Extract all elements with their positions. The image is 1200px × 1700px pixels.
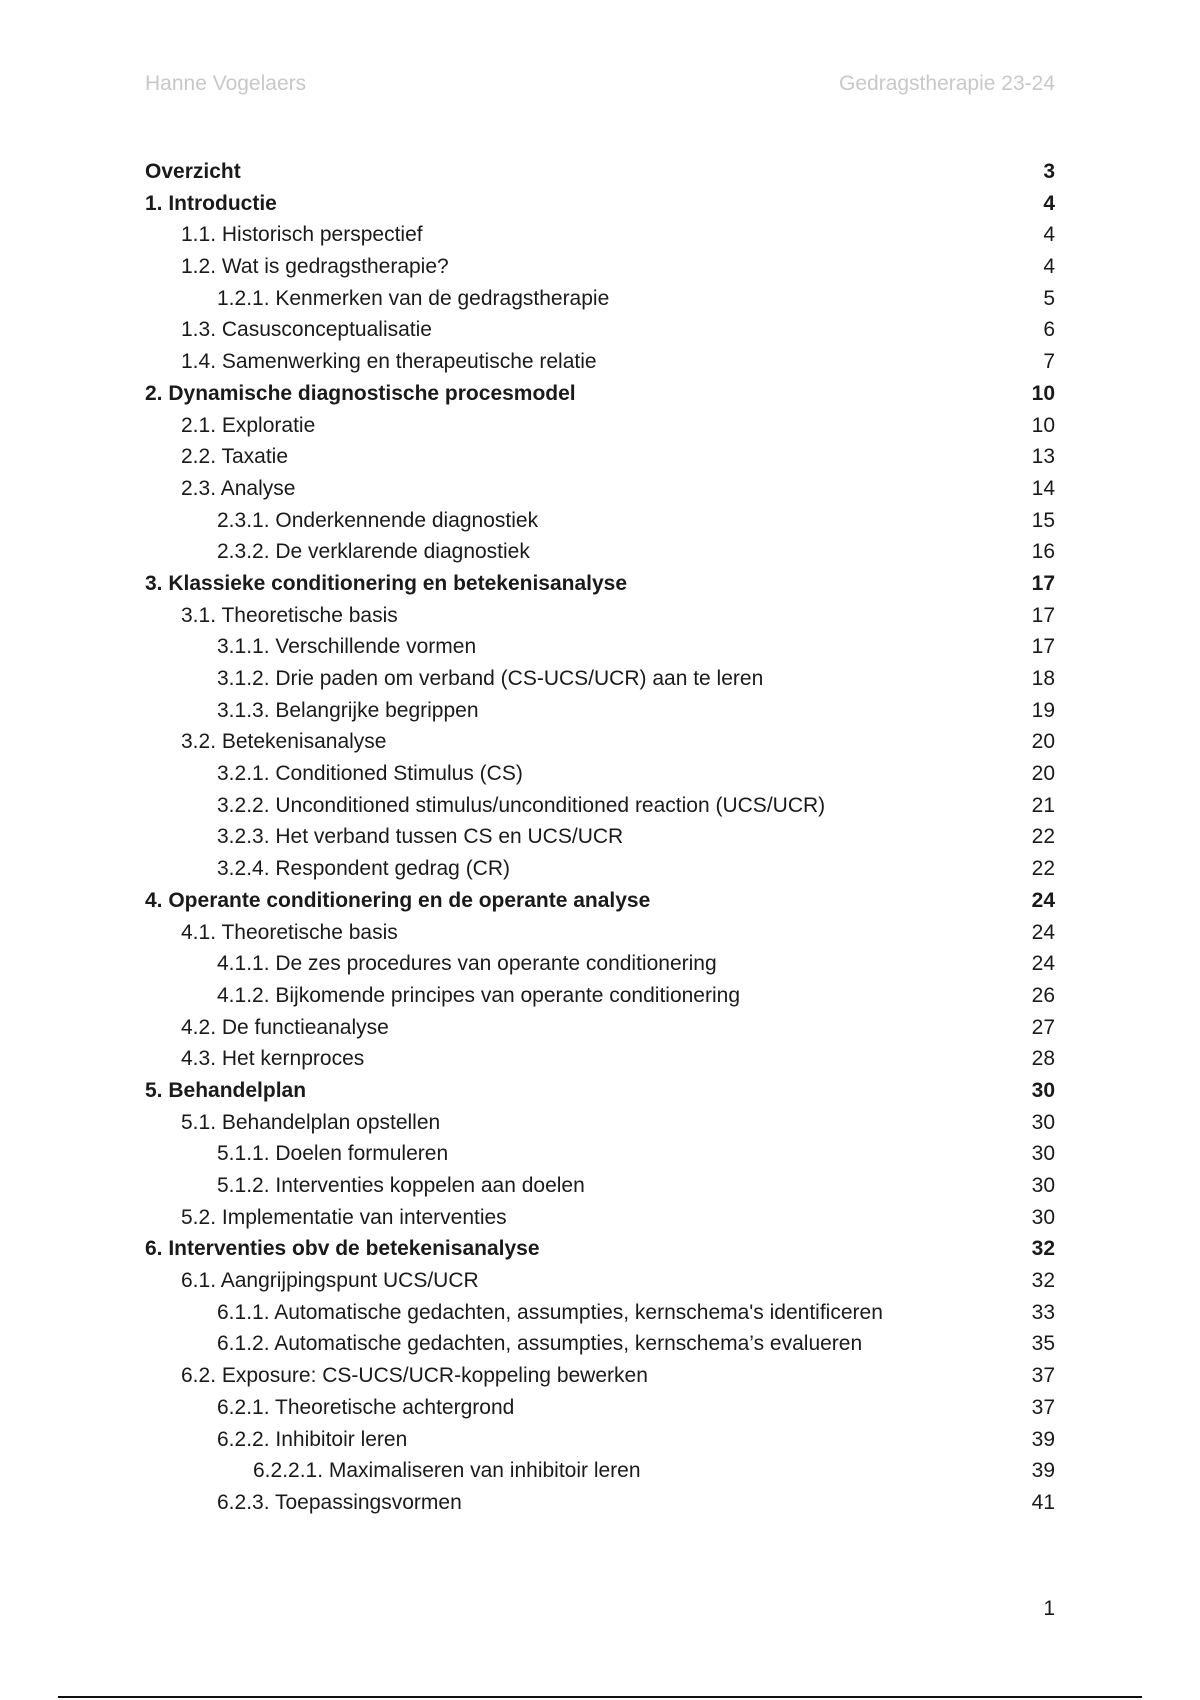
toc-entry-label: 1.2. Wat is gedragstherapie?	[181, 255, 449, 279]
toc-entry-page: 24	[1031, 920, 1055, 944]
toc-entry-page: 33	[1031, 1300, 1055, 1324]
toc-entry-label: 1.3. Casusconceptualisatie	[181, 318, 432, 342]
toc-entry[interactable]	[145, 885, 1055, 917]
toc-entry-label: 3.2.4. Respondent gedrag (CR)	[217, 857, 511, 881]
toc-entry-page: 24	[1031, 888, 1055, 912]
toc-entry-label: 4. Operante conditionering en de operante analyse	[145, 888, 651, 912]
toc-entry-label: 3.2.3. Het verband tussen CS en UCS/UCR	[217, 825, 624, 849]
toc-entry-label: 1.2.1. Kenmerken van de gedragstherapie	[217, 286, 610, 310]
toc-entry-page: 22	[1031, 825, 1055, 849]
toc-entry-label: 6.2.3. Toepassingsvormen	[217, 1490, 462, 1514]
toc-entry[interactable]	[145, 378, 1055, 410]
toc-entry[interactable]	[145, 948, 1055, 980]
toc-entry-label: 3.1.2. Drie paden om verband (CS-UCS/UCR) aan te leren	[217, 667, 764, 690]
toc-entry[interactable]	[145, 505, 1055, 537]
toc-entry-label: 4.1. Theoretische basis	[181, 920, 398, 944]
toc-entry-label: 1. Introductie	[145, 191, 277, 215]
toc-entry-page: 10	[1031, 413, 1055, 437]
toc-entry-page: 30	[1031, 1142, 1055, 1166]
toc-entry[interactable]	[145, 1202, 1055, 1234]
toc-entry-label: 3.2.1. Conditioned Stimulus (CS)	[217, 762, 523, 786]
toc-entry[interactable]	[145, 568, 1055, 600]
toc-entry-label: 4.1.1. De zes procedures van operante conditionering	[217, 952, 717, 976]
toc-entry[interactable]	[145, 1075, 1055, 1107]
toc-entry-label: 4.3. Het kernproces	[181, 1047, 365, 1071]
toc-entry-page: 39	[1031, 1427, 1055, 1451]
toc-entry-page: 37	[1031, 1364, 1055, 1388]
toc-entry-label: 3.2.2. Unconditioned stimulus/unconditioned reaction (UCS/UCR)	[217, 793, 826, 817]
toc-entry-label: 3.1.1. Verschillende vormen	[217, 635, 477, 659]
toc-entry-page: 16	[1031, 540, 1055, 564]
toc-entry[interactable]	[145, 1424, 1055, 1456]
toc-entry-page: 26	[1031, 983, 1055, 1007]
toc-entry-label: 3.1. Theoretische basis	[181, 603, 398, 627]
toc-entry[interactable]	[145, 726, 1055, 758]
toc-entry-page: 20	[1031, 762, 1055, 786]
toc-entry-label: 3. Klassieke conditionering en betekenisanalyse	[145, 571, 628, 595]
toc-entry[interactable]	[145, 1012, 1055, 1044]
toc-entry[interactable]	[145, 980, 1055, 1012]
footer-divider	[58, 1696, 1142, 1698]
toc-entry[interactable]	[145, 1360, 1055, 1392]
table-of-contents	[145, 156, 1055, 1519]
toc-entry-label: 2.1. Exploratie	[181, 413, 316, 437]
toc-entry-page: 13	[1031, 445, 1055, 469]
toc-entry-page: 27	[1031, 1015, 1055, 1039]
toc-entry[interactable]	[145, 1455, 1055, 1487]
toc-entry-page: 30	[1031, 1205, 1055, 1229]
toc-entry[interactable]	[145, 410, 1055, 442]
toc-entry-page: 5	[1043, 286, 1055, 310]
toc-entry-label: 6.1.1. Automatische gedachten, assumpties, kernschema's identificeren	[217, 1300, 883, 1324]
toc-entry-label: 6.2. Exposure: CS-UCS/UCR-koppeling bewerken	[181, 1364, 648, 1388]
toc-entry-label: 6.2.1. Theoretische achtergrond	[217, 1395, 515, 1419]
toc-entry-page: 20	[1031, 730, 1055, 754]
toc-entry-page: 3	[1043, 160, 1055, 183]
toc-entry[interactable]	[145, 473, 1055, 505]
toc-entry[interactable]	[145, 536, 1055, 568]
toc-entry[interactable]	[145, 156, 1055, 188]
toc-entry-label: 5.2. Implementatie van interventies	[181, 1205, 507, 1229]
toc-entry-label: 4.2. De functieanalyse	[181, 1015, 389, 1039]
toc-entry-label: 6.2.2. Inhibitoir leren	[217, 1427, 408, 1451]
toc-entry-label: 6. Interventies obv de betekenisanalyse	[145, 1237, 540, 1261]
toc-entry-page: 21	[1031, 793, 1055, 817]
toc-entry-page: 4	[1043, 255, 1055, 279]
toc-entry[interactable]	[145, 600, 1055, 632]
toc-entry-page: 41	[1031, 1490, 1055, 1514]
toc-entry-page: 15	[1031, 508, 1055, 532]
toc-entry-label: 2.3.1. Onderkennende diagnostiek	[217, 508, 539, 532]
toc-entry-label: 6.1. Aangrijpingspunt UCS/UCR	[181, 1269, 479, 1293]
toc-entry-label: 6.1.2. Automatische gedachten, assumpties, kernschema’s evalueren	[217, 1332, 863, 1356]
toc-entry[interactable]	[145, 346, 1055, 378]
toc-entry-page: 4	[1043, 191, 1055, 215]
toc-entry-page: 6	[1043, 318, 1055, 342]
toc-entry[interactable]	[145, 663, 1055, 695]
toc-entry-label: 5.1. Behandelplan opstellen	[181, 1110, 441, 1134]
toc-entry-label: 2.3.2. De verklarende diagnostiek	[217, 540, 530, 564]
toc-entry[interactable]	[145, 1233, 1055, 1265]
toc-entry-page: 10	[1031, 381, 1055, 405]
toc-entry[interactable]	[145, 188, 1055, 220]
page-header	[145, 72, 1055, 102]
toc-entry-label: 2.2. Taxatie	[181, 445, 289, 469]
toc-entry[interactable]	[145, 695, 1055, 727]
toc-entry[interactable]	[145, 1265, 1055, 1297]
toc-entry-page: 18	[1031, 667, 1055, 690]
toc-entry[interactable]	[145, 790, 1055, 822]
toc-entry[interactable]	[145, 283, 1055, 315]
toc-entry-page: 37	[1031, 1395, 1055, 1419]
toc-entry[interactable]	[145, 219, 1055, 251]
toc-entry[interactable]	[145, 1487, 1055, 1519]
toc-entry[interactable]	[145, 1170, 1055, 1202]
toc-entry[interactable]	[145, 758, 1055, 790]
toc-entry[interactable]	[145, 441, 1055, 473]
toc-entry-page: 22	[1031, 857, 1055, 881]
toc-entry-page: 19	[1031, 698, 1055, 722]
toc-entry-label: 2. Dynamische diagnostische procesmodel	[145, 381, 576, 405]
toc-entry-page: 30	[1031, 1078, 1055, 1102]
page-number: 1	[1043, 1597, 1055, 1620]
toc-entry-label: Overzicht	[145, 160, 241, 183]
toc-entry-label: 3.1.3. Belangrijke begrippen	[217, 698, 479, 722]
toc-entry-label: 1.1. Historisch perspectief	[181, 223, 423, 247]
toc-entry-label: 1.4. Samenwerking en therapeutische relatie	[181, 350, 597, 374]
header-course: Gedragstherapie 23-24	[839, 72, 1055, 95]
toc-entry-label: 5.1.1. Doelen formuleren	[217, 1142, 449, 1166]
toc-entry[interactable]	[145, 853, 1055, 885]
toc-entry-page: 4	[1043, 223, 1055, 247]
toc-entry-page: 17	[1031, 603, 1055, 627]
toc-entry-label: 2.3. Analyse	[181, 476, 296, 500]
toc-entry[interactable]	[145, 1043, 1055, 1075]
toc-entry-page: 32	[1031, 1269, 1055, 1293]
toc-entry-page: 17	[1031, 635, 1055, 659]
toc-entry[interactable]	[145, 251, 1055, 283]
toc-entry[interactable]	[145, 314, 1055, 346]
toc-entry[interactable]	[145, 1138, 1055, 1170]
header-author: Hanne Vogelaers	[145, 72, 307, 95]
toc-entry-page: 24	[1031, 952, 1055, 976]
toc-entry-page: 30	[1031, 1174, 1055, 1197]
toc-entry[interactable]	[145, 1107, 1055, 1139]
toc-entry[interactable]	[145, 1297, 1055, 1329]
toc-entry-label: 6.2.2.1. Maximaliseren van inhibitoir leren	[253, 1459, 641, 1483]
toc-entry[interactable]	[145, 1328, 1055, 1360]
toc-entry-label: 3.2. Betekenisanalyse	[181, 730, 387, 754]
toc-entry-label: 5.1.2. Interventies koppelen aan doelen	[217, 1174, 585, 1197]
toc-entry-page: 32	[1031, 1237, 1055, 1261]
toc-entry[interactable]	[145, 821, 1055, 853]
toc-entry-page: 30	[1031, 1110, 1055, 1134]
toc-entry-page: 17	[1031, 571, 1055, 595]
toc-entry[interactable]	[145, 1392, 1055, 1424]
toc-entry-label: 4.1.2. Bijkomende principes van operante conditionering	[217, 983, 741, 1007]
toc-entry-page: 39	[1031, 1459, 1055, 1483]
toc-entry-page: 7	[1043, 350, 1055, 374]
toc-entry-page: 28	[1031, 1047, 1055, 1071]
toc-entry-page: 35	[1031, 1332, 1055, 1356]
toc-entry-label: 5. Behandelplan	[145, 1078, 307, 1102]
toc-entry-page: 14	[1031, 476, 1055, 500]
toc-entry[interactable]	[145, 917, 1055, 949]
toc-entry[interactable]	[145, 631, 1055, 663]
